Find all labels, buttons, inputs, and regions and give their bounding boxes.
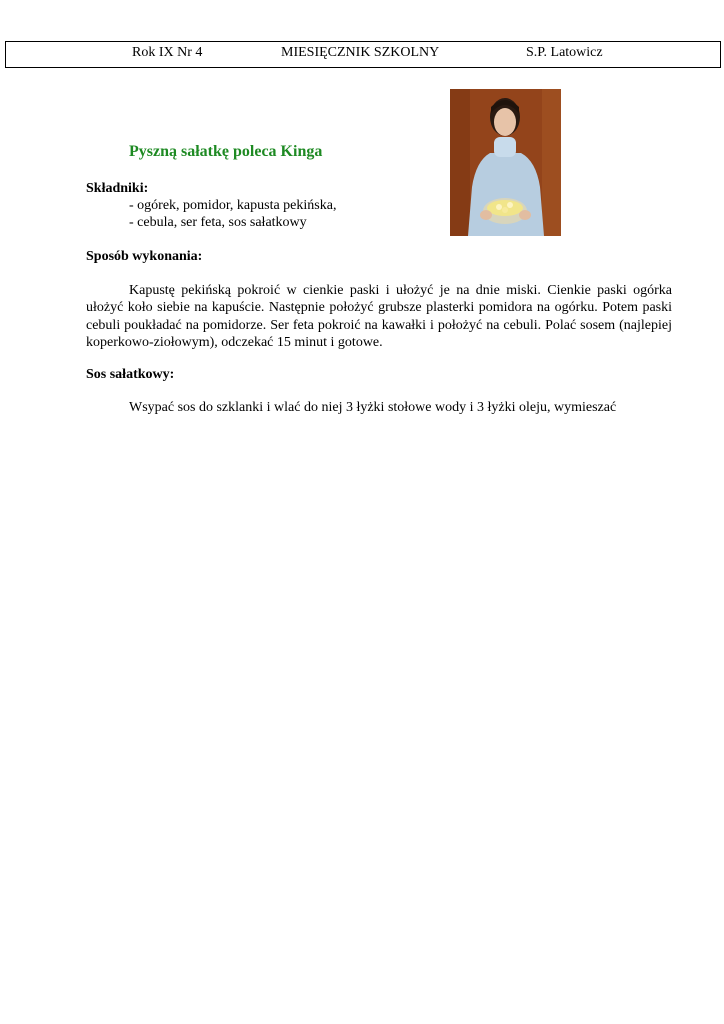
ingredient-line: - ogórek, pomidor, kapusta pekińska,	[129, 198, 337, 213]
issue-number: Rok IX Nr 4	[132, 45, 203, 60]
method-heading: Sposób wykonania:	[86, 249, 203, 264]
method-text: Kapustę pekińską pokroić w cienkie paski i ułożyć je na dnie miski. Cienkie paski ogórka ułożyć koło siebie na kapuście. Następnie położyć grubsze plasterki pomidora na ogórku. Potem paski cebuli poukładać na pomidorze. Ser feta pokroić na kawałki i położyć na cebuli. Polać sosem (najlepiej koperkowo-ziołowym), odczekać 15 minut i gotowe.	[86, 283, 672, 350]
school-name: S.P. Latowicz	[526, 45, 603, 60]
ingredient-line: - cebula, ser feta, sos sałatkowy	[129, 215, 307, 230]
sauce-heading: Sos sałatkowy:	[86, 367, 175, 382]
page-header	[5, 41, 721, 68]
publication-name: MIESIĘCZNIK SZKOLNY	[281, 45, 440, 60]
article-title: Pyszną sałatkę poleca Kinga	[129, 143, 323, 160]
ingredients-heading: Składniki:	[86, 181, 149, 196]
sauce-text: Wsypać sos do szklanki i wlać do niej 3 łyżki stołowe wody i 3 łyżki oleju, wymieszać	[129, 400, 617, 415]
girl-with-salad-photo	[450, 89, 561, 236]
